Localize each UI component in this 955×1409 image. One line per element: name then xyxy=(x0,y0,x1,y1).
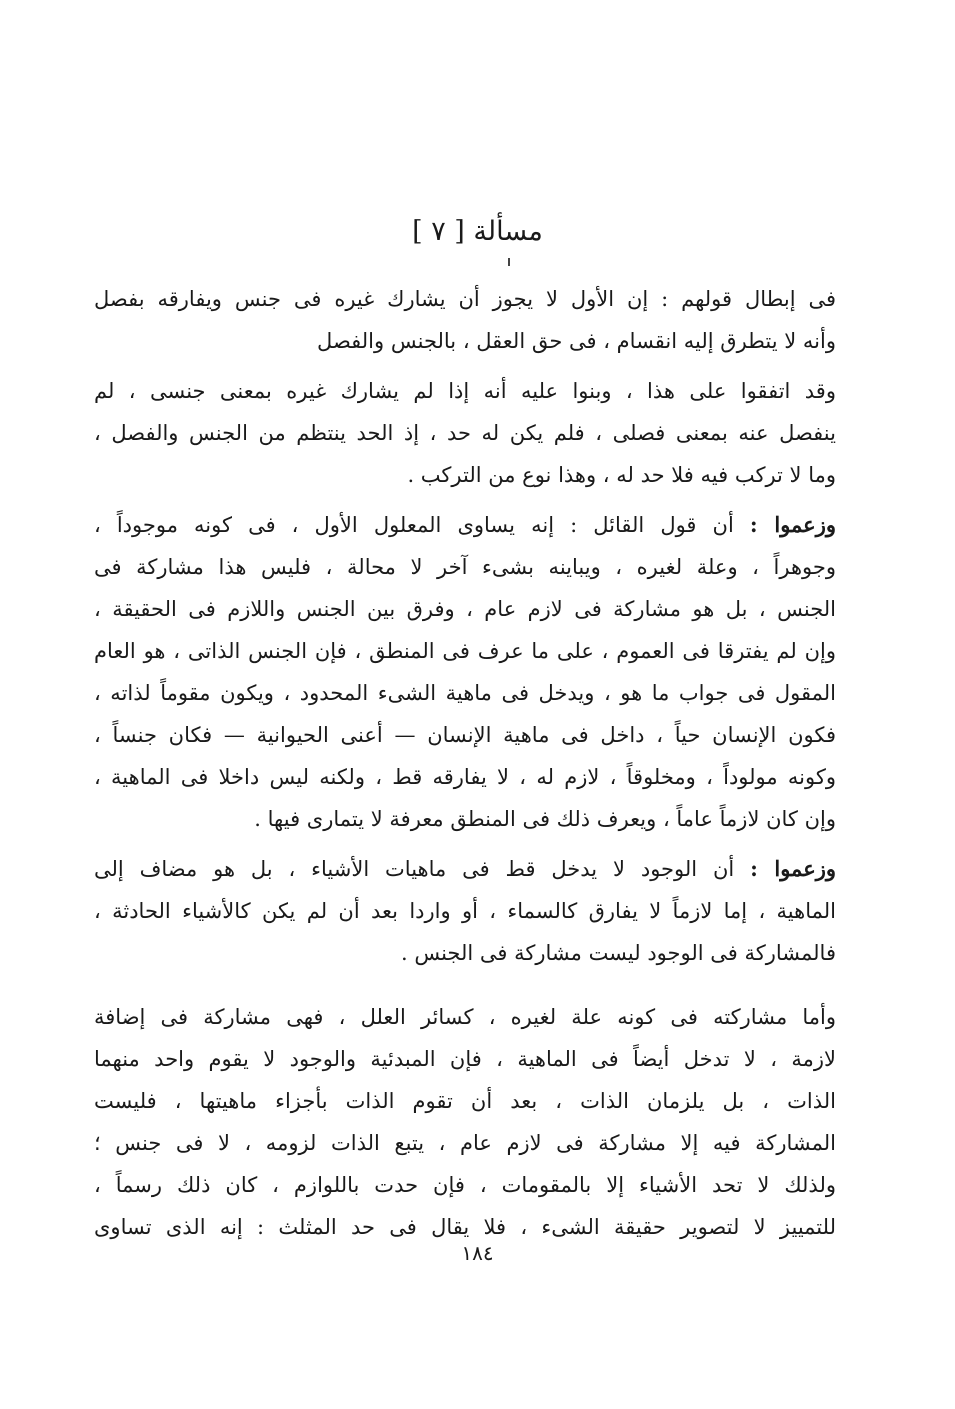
text-line: وأما مشاركته فى كونه علة لغيره ، كسائر العلل ، فهى مشاركة فى إضافة xyxy=(94,1005,836,1029)
paragraph-5 xyxy=(94,996,836,1248)
paragraph-lead: وزعموا : xyxy=(749,512,836,537)
text-line xyxy=(94,504,836,546)
text-line: الماهية ، إما لازماً لا يفارق كالسماء ، أو واردا بعد أن لم يكن كالأشياء الحادثة ، xyxy=(94,899,836,923)
text-line: وأنه لا يتطرق إليه انقسام ، فى حق العقل ، بالجنس والفصل xyxy=(317,329,836,353)
paragraph-1 xyxy=(94,278,836,362)
ink-mark xyxy=(508,258,510,266)
paragraph-2 xyxy=(94,370,836,496)
text-line: فالمشاركة فى الوجود ليست مشاركة فى الجنس . xyxy=(400,941,836,965)
text-line-content: أن قول القائل : إنه يساوى المعلول الأول ، فى كونه موجوداً ، xyxy=(94,513,734,537)
text-line xyxy=(94,848,836,890)
text-line: وإن لم يفترقا فى العموم ، على ما عرف فى المنطق ، فإن الجنس الذاتى ، هو العام xyxy=(94,639,836,663)
text-line-content: أن الوجود لا يدخل قط فى ماهيات الأشياء ، بل هو مضاف إلى xyxy=(94,857,735,881)
text-line: وقد اتفقوا على هذا ، وبنوا عليه أنه إذا لم يشارك غيره بمعنى جنسى ، لم xyxy=(94,379,836,403)
text-line: فكون الإنسان حياً ، داخل فى ماهية الإنسان — أعنى الحيوانية — فكان جنساً ، xyxy=(94,723,836,747)
chapter-title: مسألة [ ٧ ] xyxy=(412,216,543,247)
text-line: وإن كان لازماً عاماً ، ويعرف ذلك فى المنطق معرفة لا يتمارى فيها . xyxy=(254,807,836,831)
text-line: ينفصل عنه بمعنى فصلى ، فلم يكن له حد ، إذ الحد ينتظم من الجنس والفصل ، xyxy=(94,421,836,445)
paragraph-lead: وزعموا : xyxy=(750,856,836,881)
text-line: المقول فى جواب ما هو ، ويدخل فى ماهية الشىء المحدود ، ويكون مقوماً لذاته ، xyxy=(94,681,836,705)
text-line: وما لا تركب فيه فلا حد له ، وهذا نوع من التركب . xyxy=(407,463,836,487)
text-line: المشاركة فيه إلا مشاركة فى لازم عام ، يتبع الذات لزومه ، لا فى جنس ؛ xyxy=(94,1131,836,1155)
text-line: وجوهراً ، وعلة لغيره ، ويباينه بشىء آخر لا محالة ، فليس هذا مشاركة فى xyxy=(94,555,836,579)
paragraph-4 xyxy=(94,848,836,974)
text-line: الجنس ، بل هو مشاركة فى لازم عام ، وفرق بين الجنس واللازم فى الحقيقة ، xyxy=(94,597,836,621)
text-line: فى إبطال قولهم : إن الأول لا يجوز أن يشارك غيره فى جنس ويفارقه بفصل xyxy=(94,287,836,311)
page-number: ١٨٤ xyxy=(461,1241,494,1265)
text-line: الذات ، بل يلزمان الذات ، بعد أن تقوم الذات بأجزاء ماهيتها ، فليست xyxy=(94,1089,836,1113)
text-line: لازمة ، لا تدخل أيضاً فى الماهية ، فإن المبدئية والوجود لا يقوم واحد منهما xyxy=(94,1047,836,1071)
text-line: ولذلك لا تحد الأشياء إلا بالمقومات ، فإن حدت باللوازم ، كان ذلك رسماً ، xyxy=(94,1173,836,1197)
body-text xyxy=(94,278,836,1248)
text-line: وكونه مولوداً ، ومخلوقاً ، لازم له ، لا يفارقه قط ، ولكنه ليس داخلا فى الماهية ، xyxy=(94,765,836,789)
text-line: للتمييز لا لتصوير حقيقة الشىء ، فلا يقال فى حد المثلث : إنه الذى تساوى xyxy=(94,1215,836,1239)
paragraph-3 xyxy=(94,504,836,840)
